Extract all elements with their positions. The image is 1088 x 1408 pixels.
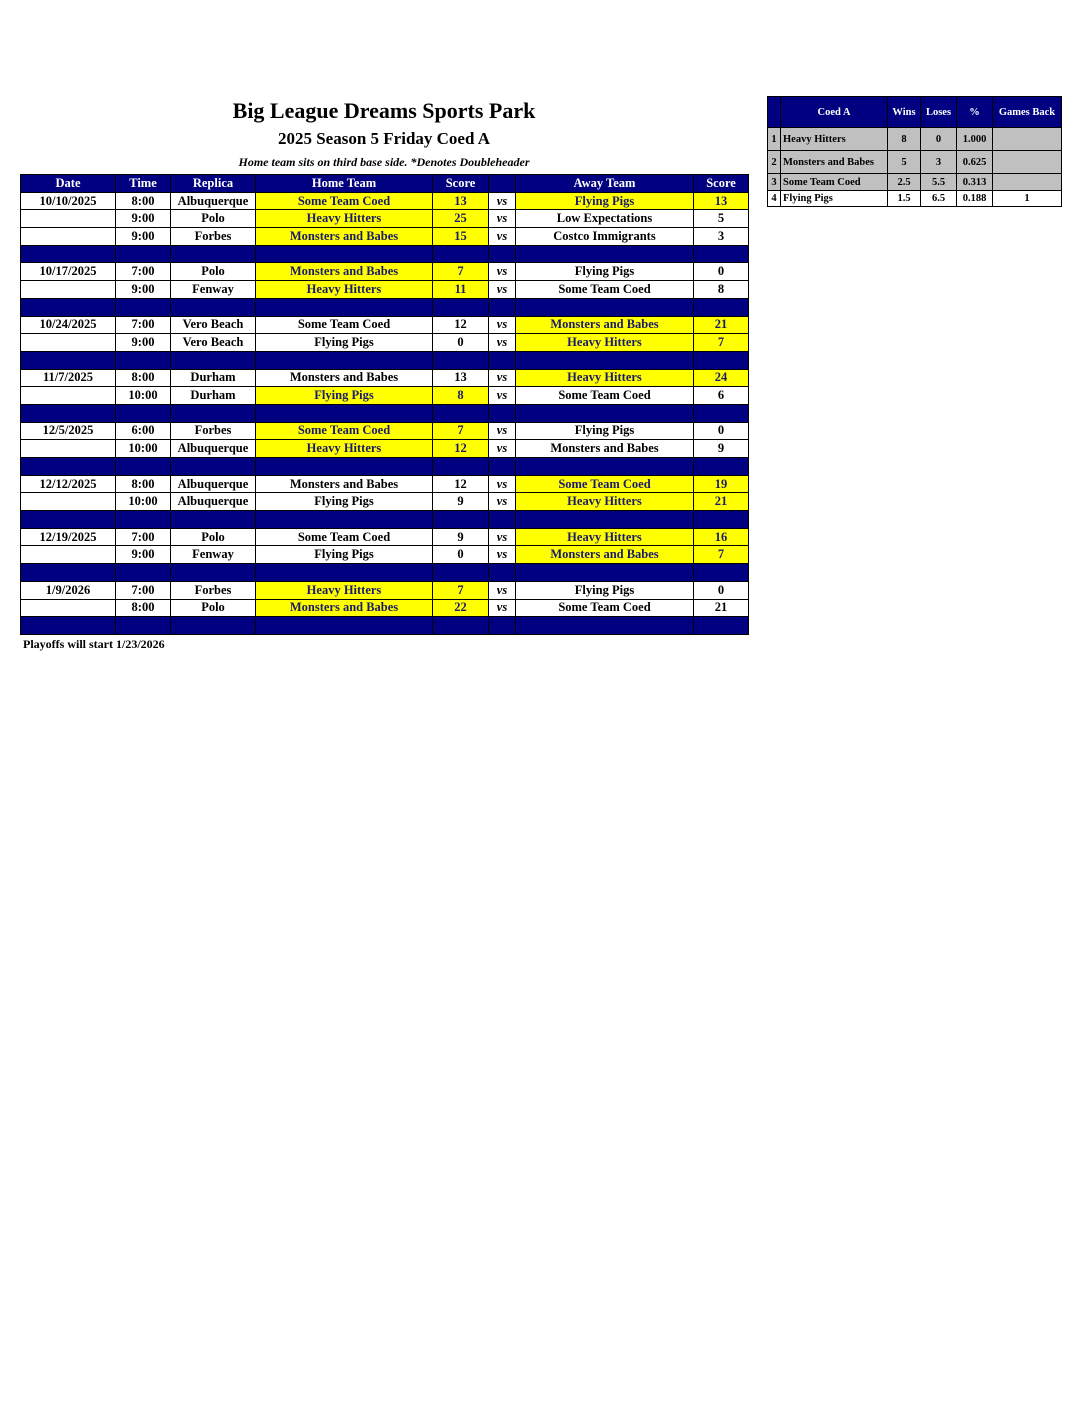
standing-pct: 0.188 — [957, 191, 993, 207]
game-time: 8:00 — [116, 599, 171, 617]
standing-rank: 4 — [768, 191, 781, 207]
game-time: 9:00 — [116, 210, 171, 228]
standing-wins: 5 — [888, 151, 921, 174]
separator-cell — [116, 298, 171, 316]
standing-loses: 3 — [921, 151, 957, 174]
game-time: 10:00 — [116, 440, 171, 458]
away-team: Monsters and Babes — [516, 316, 694, 334]
home-score: 0 — [433, 546, 489, 564]
game-time: 9:00 — [116, 228, 171, 246]
separator-cell — [116, 245, 171, 263]
away-team: Flying Pigs — [516, 192, 694, 210]
game-date — [21, 599, 116, 617]
vs-label: vs — [489, 192, 516, 210]
separator-cell — [171, 298, 256, 316]
away-score: 6 — [694, 387, 749, 405]
standing-pct: 1.000 — [957, 128, 993, 151]
separator-cell — [489, 245, 516, 263]
game-row — [21, 581, 749, 599]
separator-cell — [21, 458, 116, 476]
home-score: 25 — [433, 210, 489, 228]
game-time: 9:00 — [116, 281, 171, 299]
separator-cell — [489, 511, 516, 529]
game-date: 11/7/2025 — [21, 369, 116, 387]
col-header-replica: Replica — [171, 175, 256, 193]
game-row — [21, 316, 749, 334]
week-separator-row — [21, 245, 749, 263]
game-date: 12/5/2025 — [21, 422, 116, 440]
vs-label: vs — [489, 369, 516, 387]
schedule-table — [20, 174, 749, 635]
game-row — [21, 210, 749, 228]
separator-cell — [433, 298, 489, 316]
separator-cell — [694, 511, 749, 529]
separator-cell — [256, 298, 433, 316]
week-separator-row — [21, 404, 749, 422]
home-score: 12 — [433, 475, 489, 493]
standings-header-wins: Wins — [888, 97, 921, 128]
game-field: Polo — [171, 528, 256, 546]
home-score: 22 — [433, 599, 489, 617]
home-team: Some Team Coed — [256, 528, 433, 546]
standings-row — [768, 191, 1062, 207]
standing-loses: 0 — [921, 128, 957, 151]
game-time: 9:00 — [116, 334, 171, 352]
game-time: 7:00 — [116, 581, 171, 599]
game-field: Vero Beach — [171, 316, 256, 334]
away-team: Some Team Coed — [516, 387, 694, 405]
standing-games-back — [993, 128, 1062, 151]
separator-cell — [516, 351, 694, 369]
separator-cell — [694, 404, 749, 422]
page-title: Big League Dreams Sports Park — [232, 98, 536, 123]
vs-label: vs — [489, 387, 516, 405]
vs-label: vs — [489, 599, 516, 617]
separator-cell — [116, 511, 171, 529]
standing-games-back — [993, 151, 1062, 174]
separator-cell — [489, 564, 516, 582]
home-score: 8 — [433, 387, 489, 405]
away-team: Low Expectations — [516, 210, 694, 228]
col-header-away-team: Away Team — [516, 175, 694, 193]
separator-cell — [116, 617, 171, 635]
away-score: 19 — [694, 475, 749, 493]
standing-games-back: 1 — [993, 191, 1062, 207]
game-row — [21, 528, 749, 546]
game-row — [21, 281, 749, 299]
away-score: 24 — [694, 369, 749, 387]
game-date: 10/10/2025 — [21, 192, 116, 210]
away-team: Heavy Hitters — [516, 369, 694, 387]
separator-cell — [489, 351, 516, 369]
standing-team: Some Team Coed — [781, 174, 888, 191]
away-score: 3 — [694, 228, 749, 246]
separator-cell — [171, 564, 256, 582]
game-field: Albuquerque — [171, 475, 256, 493]
vs-label: vs — [489, 581, 516, 599]
away-score: 16 — [694, 528, 749, 546]
separator-cell — [694, 617, 749, 635]
game-field: Forbes — [171, 228, 256, 246]
home-score: 13 — [433, 192, 489, 210]
separator-cell — [516, 298, 694, 316]
schedule-header-row — [21, 175, 749, 193]
game-row — [21, 493, 749, 511]
away-score: 0 — [694, 422, 749, 440]
week-separator-row — [21, 564, 749, 582]
separator-cell — [256, 351, 433, 369]
game-field: Albuquerque — [171, 493, 256, 511]
separator-cell — [256, 404, 433, 422]
game-field: Fenway — [171, 546, 256, 564]
home-team: Flying Pigs — [256, 387, 433, 405]
home-team: Heavy Hitters — [256, 281, 433, 299]
away-team: Some Team Coed — [516, 475, 694, 493]
game-date — [21, 546, 116, 564]
separator-cell — [116, 404, 171, 422]
separator-cell — [433, 458, 489, 476]
away-score: 13 — [694, 192, 749, 210]
game-date: 12/19/2025 — [21, 528, 116, 546]
game-time: 6:00 — [116, 422, 171, 440]
game-time: 8:00 — [116, 192, 171, 210]
away-team: Heavy Hitters — [516, 493, 694, 511]
away-team: Flying Pigs — [516, 581, 694, 599]
away-score: 21 — [694, 316, 749, 334]
standing-games-back — [993, 174, 1062, 191]
game-field: Vero Beach — [171, 334, 256, 352]
separator-cell — [171, 511, 256, 529]
separator-cell — [116, 458, 171, 476]
standings-row — [768, 174, 1062, 191]
away-team: Flying Pigs — [516, 422, 694, 440]
standing-team: Heavy Hitters — [781, 128, 888, 151]
away-score: 5 — [694, 210, 749, 228]
game-field: Polo — [171, 210, 256, 228]
game-date — [21, 387, 116, 405]
home-score: 11 — [433, 281, 489, 299]
separator-cell — [21, 298, 116, 316]
separator-cell — [489, 617, 516, 635]
separator-cell — [516, 617, 694, 635]
away-team: Flying Pigs — [516, 263, 694, 281]
game-field: Forbes — [171, 581, 256, 599]
week-separator-row — [21, 298, 749, 316]
separator-cell — [256, 458, 433, 476]
separator-cell — [433, 564, 489, 582]
standing-rank: 2 — [768, 151, 781, 174]
week-separator-row — [21, 617, 749, 635]
home-team: Flying Pigs — [256, 546, 433, 564]
home-score: 7 — [433, 422, 489, 440]
separator-cell — [171, 245, 256, 263]
standings-header-division: Coed A — [781, 97, 888, 128]
standing-team: Flying Pigs — [781, 191, 888, 207]
separator-cell — [516, 404, 694, 422]
game-row — [21, 422, 749, 440]
separator-cell — [21, 511, 116, 529]
game-date: 10/24/2025 — [21, 316, 116, 334]
home-team: Heavy Hitters — [256, 210, 433, 228]
home-team: Flying Pigs — [256, 334, 433, 352]
home-team: Flying Pigs — [256, 493, 433, 511]
playoffs-note: Playoffs will start 1/23/2026 — [23, 637, 165, 651]
vs-label: vs — [489, 334, 516, 352]
separator-cell — [516, 245, 694, 263]
game-row — [21, 334, 749, 352]
home-score: 15 — [433, 228, 489, 246]
game-date — [21, 281, 116, 299]
home-score: 13 — [433, 369, 489, 387]
game-field: Forbes — [171, 422, 256, 440]
home-team: Monsters and Babes — [256, 599, 433, 617]
separator-cell — [694, 245, 749, 263]
separator-cell — [694, 351, 749, 369]
game-row — [21, 263, 749, 281]
away-score: 7 — [694, 334, 749, 352]
separator-cell — [21, 564, 116, 582]
away-score: 0 — [694, 581, 749, 599]
separator-cell — [489, 298, 516, 316]
separator-cell — [433, 511, 489, 529]
game-date — [21, 440, 116, 458]
standing-rank: 3 — [768, 174, 781, 191]
home-team: Monsters and Babes — [256, 475, 433, 493]
home-score: 12 — [433, 316, 489, 334]
game-time: 7:00 — [116, 316, 171, 334]
home-score: 9 — [433, 528, 489, 546]
game-date: 1/9/2026 — [21, 581, 116, 599]
away-team: Some Team Coed — [516, 599, 694, 617]
separator-cell — [171, 404, 256, 422]
away-score: 0 — [694, 263, 749, 281]
standings-header-row — [768, 97, 1062, 128]
standing-team: Monsters and Babes — [781, 151, 888, 174]
col-header-away-score: Score — [694, 175, 749, 193]
game-date — [21, 210, 116, 228]
standings-body — [768, 128, 1062, 207]
game-date — [21, 228, 116, 246]
game-field: Fenway — [171, 281, 256, 299]
game-row — [21, 475, 749, 493]
game-field: Durham — [171, 369, 256, 387]
separator-cell — [116, 351, 171, 369]
home-team: Heavy Hitters — [256, 581, 433, 599]
home-score: 9 — [433, 493, 489, 511]
separator-cell — [516, 564, 694, 582]
game-date — [21, 493, 116, 511]
game-field: Albuquerque — [171, 440, 256, 458]
away-score: 21 — [694, 599, 749, 617]
vs-label: vs — [489, 228, 516, 246]
col-header-date: Date — [21, 175, 116, 193]
standings-header-rank — [768, 97, 781, 128]
standing-wins: 2.5 — [888, 174, 921, 191]
away-team: Monsters and Babes — [516, 546, 694, 564]
separator-cell — [171, 617, 256, 635]
separator-cell — [171, 351, 256, 369]
home-score: 12 — [433, 440, 489, 458]
standings-row — [768, 128, 1062, 151]
game-field: Albuquerque — [171, 192, 256, 210]
separator-cell — [256, 245, 433, 263]
game-row — [21, 228, 749, 246]
game-row — [21, 369, 749, 387]
separator-cell — [694, 298, 749, 316]
standing-wins: 1.5 — [888, 191, 921, 207]
away-score: 9 — [694, 440, 749, 458]
season-subtitle: 2025 Season 5 Friday Coed A — [277, 129, 491, 148]
game-time: 8:00 — [116, 369, 171, 387]
week-separator-row — [21, 511, 749, 529]
vs-label: vs — [489, 475, 516, 493]
separator-cell — [516, 458, 694, 476]
col-header-time: Time — [116, 175, 171, 193]
standing-pct: 0.313 — [957, 174, 993, 191]
separator-cell — [694, 458, 749, 476]
home-score: 7 — [433, 581, 489, 599]
game-time: 10:00 — [116, 493, 171, 511]
game-time: 9:00 — [116, 546, 171, 564]
week-separator-row — [21, 351, 749, 369]
away-team: Monsters and Babes — [516, 440, 694, 458]
standings-header-games-back: Games Back — [993, 97, 1062, 128]
schedule-body — [21, 192, 749, 634]
home-team: Some Team Coed — [256, 192, 433, 210]
separator-cell — [21, 245, 116, 263]
away-team: Heavy Hitters — [516, 334, 694, 352]
separator-cell — [516, 511, 694, 529]
away-score: 8 — [694, 281, 749, 299]
game-time: 7:00 — [116, 528, 171, 546]
standings-header-loses: Loses — [921, 97, 957, 128]
home-score: 0 — [433, 334, 489, 352]
separator-cell — [489, 458, 516, 476]
col-header-vs — [489, 175, 516, 193]
separator-cell — [694, 564, 749, 582]
separator-cell — [433, 351, 489, 369]
home-team: Monsters and Babes — [256, 228, 433, 246]
separator-cell — [433, 617, 489, 635]
standings-header-pct: % — [957, 97, 993, 128]
separator-cell — [433, 245, 489, 263]
standing-rank: 1 — [768, 128, 781, 151]
separator-cell — [116, 564, 171, 582]
vs-label: vs — [489, 281, 516, 299]
game-time: 10:00 — [116, 387, 171, 405]
away-team: Heavy Hitters — [516, 528, 694, 546]
game-row — [21, 192, 749, 210]
separator-cell — [256, 564, 433, 582]
home-team: Monsters and Babes — [256, 263, 433, 281]
away-team: Some Team Coed — [516, 281, 694, 299]
standing-pct: 0.625 — [957, 151, 993, 174]
vs-label: vs — [489, 422, 516, 440]
away-score: 21 — [694, 493, 749, 511]
col-header-home-score: Score — [433, 175, 489, 193]
separator-cell — [171, 458, 256, 476]
separator-cell — [21, 404, 116, 422]
vs-label: vs — [489, 528, 516, 546]
game-date: 10/17/2025 — [21, 263, 116, 281]
game-time: 7:00 — [116, 263, 171, 281]
game-time: 8:00 — [116, 475, 171, 493]
vs-label: vs — [489, 493, 516, 511]
separator-cell — [256, 617, 433, 635]
game-field: Durham — [171, 387, 256, 405]
away-score: 7 — [694, 546, 749, 564]
home-team: Monsters and Babes — [256, 369, 433, 387]
separator-cell — [433, 404, 489, 422]
vs-label: vs — [489, 263, 516, 281]
separator-cell — [489, 404, 516, 422]
separator-cell — [256, 511, 433, 529]
game-date: 12/12/2025 — [21, 475, 116, 493]
schedule-note: Home team sits on third base side. *Denotes Doubleheader — [238, 155, 530, 169]
home-score: 7 — [433, 263, 489, 281]
game-date — [21, 334, 116, 352]
week-separator-row — [21, 458, 749, 476]
game-row — [21, 599, 749, 617]
standing-loses: 5.5 — [921, 174, 957, 191]
game-row — [21, 546, 749, 564]
standing-loses: 6.5 — [921, 191, 957, 207]
game-row — [21, 387, 749, 405]
separator-cell — [21, 617, 116, 635]
home-team: Some Team Coed — [256, 422, 433, 440]
away-team: Costco Immigrants — [516, 228, 694, 246]
standings-row — [768, 151, 1062, 174]
vs-label: vs — [489, 316, 516, 334]
vs-label: vs — [489, 210, 516, 228]
home-team: Some Team Coed — [256, 316, 433, 334]
vs-label: vs — [489, 546, 516, 564]
standings-table — [767, 96, 1062, 207]
col-header-home-team: Home Team — [256, 175, 433, 193]
game-row — [21, 440, 749, 458]
vs-label: vs — [489, 440, 516, 458]
game-field: Polo — [171, 599, 256, 617]
standing-wins: 8 — [888, 128, 921, 151]
game-field: Polo — [171, 263, 256, 281]
separator-cell — [21, 351, 116, 369]
home-team: Heavy Hitters — [256, 440, 433, 458]
